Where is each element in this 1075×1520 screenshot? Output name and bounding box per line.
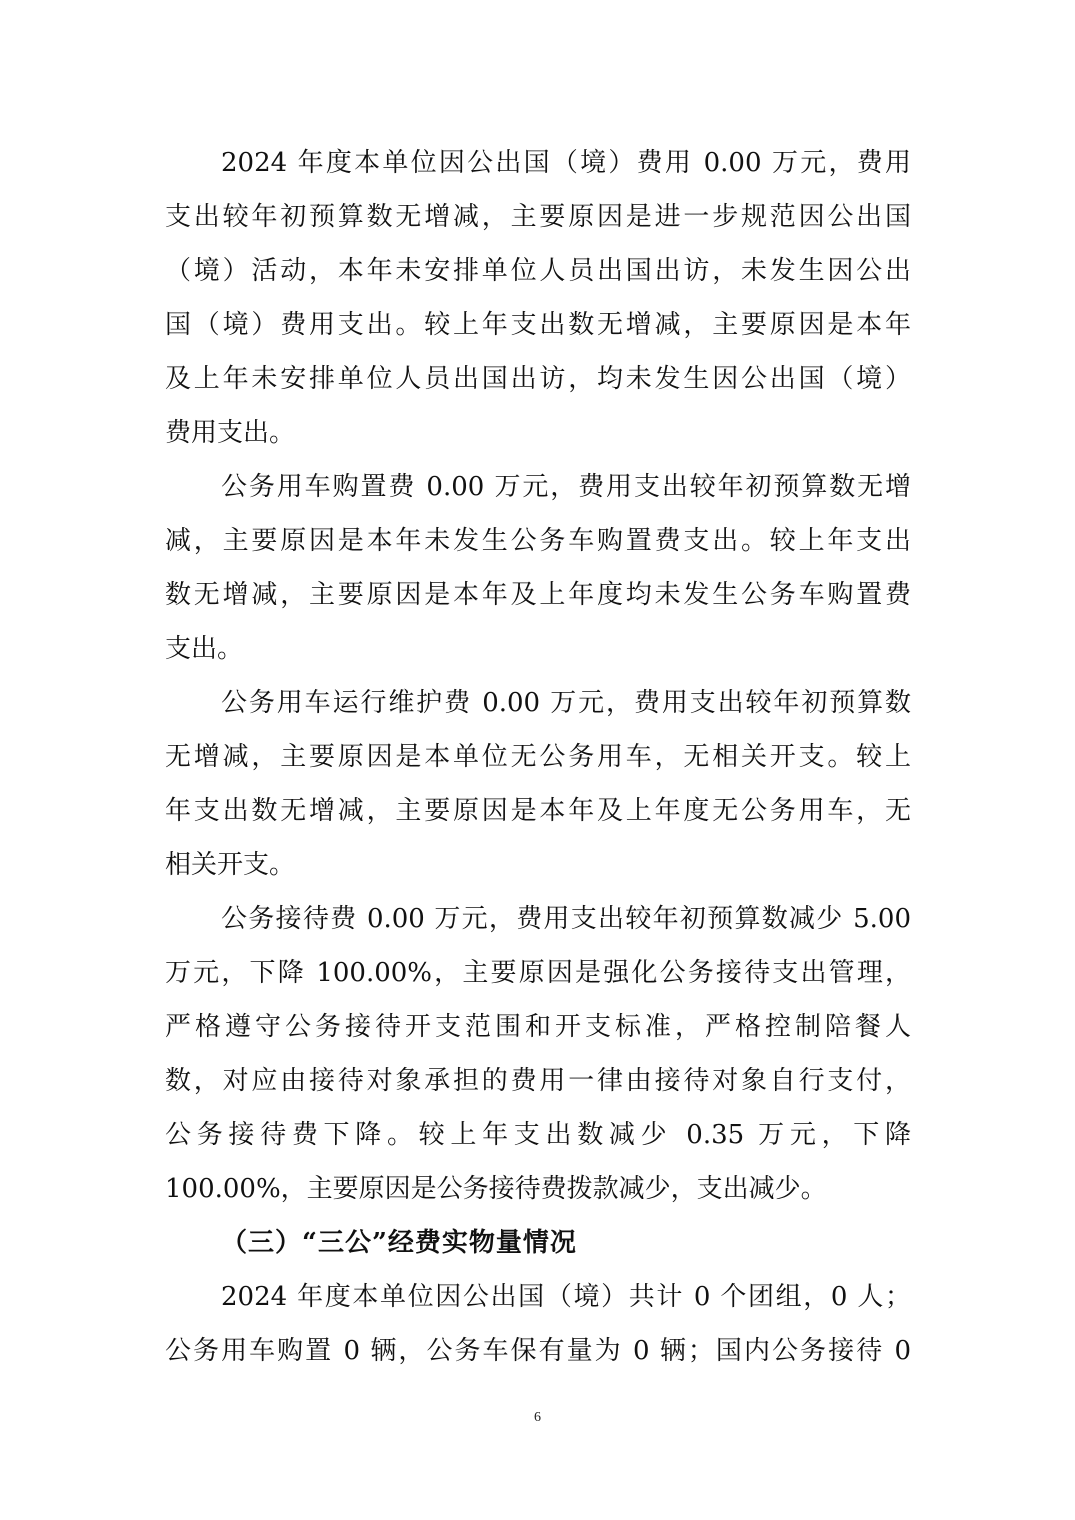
text-line: 公务接待费 0.00 万元，费用支出较年初预算数减少 5.00 bbox=[221, 904, 911, 934]
text-line: 减，主要原因是本年未发生公务车购置费支出。较上年支出 bbox=[165, 526, 911, 556]
text-line: 无增减，主要原因是本单位无公务用车，无相关开支。较上 bbox=[165, 742, 911, 772]
text-line: 数，对应由接待对象承担的费用一律由接待对象自行支付， bbox=[165, 1066, 911, 1096]
text-line: 支出较年初预算数无增减，主要原因是进一步规范因公出国 bbox=[165, 202, 911, 232]
text-line: 费用支出。 bbox=[165, 418, 296, 448]
paragraph-vehicle-maintenance bbox=[165, 676, 911, 892]
paragraph-overseas-travel bbox=[165, 136, 911, 460]
text-line: 万元，下降 100.00%，主要原因是强化公务接待支出管理， bbox=[165, 958, 911, 988]
text-line: 支出。 bbox=[165, 634, 244, 664]
text-line: 公务接待费下降。较上年支出数减少 0.35 万元，下降 bbox=[165, 1120, 911, 1150]
paragraph-physical-quantity bbox=[165, 1270, 911, 1378]
paragraph-vehicle-purchase bbox=[165, 460, 911, 676]
text-line: 2024 年度本单位因公出国（境）费用 0.00 万元，费用 bbox=[221, 148, 911, 178]
text-line: 严格遵守公务接待开支范围和开支标准，严格控制陪餐人 bbox=[165, 1012, 911, 1042]
page-body bbox=[165, 136, 911, 1378]
text-line: 100.00%，主要原因是公务接待费拨款减少，支出减少。 bbox=[165, 1174, 827, 1204]
text-line: 相关开支。 bbox=[165, 850, 296, 880]
text-line: 公务用车购置 0 辆，公务车保有量为 0 辆；国内公务接待 0 bbox=[165, 1336, 911, 1366]
text-line: 国（境）费用支出。较上年支出数无增减，主要原因是本年 bbox=[165, 310, 911, 340]
text-line: 公务用车运行维护费 0.00 万元，费用支出较年初预算数 bbox=[221, 688, 911, 718]
text-line: 及上年未安排单位人员出国出访，均未发生因公出国（境） bbox=[165, 364, 911, 394]
text-line: 2024 年度本单位因公出国（境）共计 0 个团组，0 人； bbox=[221, 1282, 911, 1312]
text-line: （境）活动，本年未安排单位人员出国出访，未发生因公出 bbox=[165, 256, 911, 286]
text-line: 数无增减，主要原因是本年及上年度均未发生公务车购置费 bbox=[165, 580, 911, 610]
text-line: 公务用车购置费 0.00 万元，费用支出较年初预算数无增 bbox=[221, 472, 911, 502]
section-heading: （三）“三公”经费实物量情况 bbox=[221, 1228, 577, 1258]
paragraph-reception bbox=[165, 892, 911, 1216]
text-line: 年支出数无增减，主要原因是本年及上年度无公务用车，无 bbox=[165, 796, 911, 826]
page-number: 6 bbox=[534, 1410, 541, 1425]
